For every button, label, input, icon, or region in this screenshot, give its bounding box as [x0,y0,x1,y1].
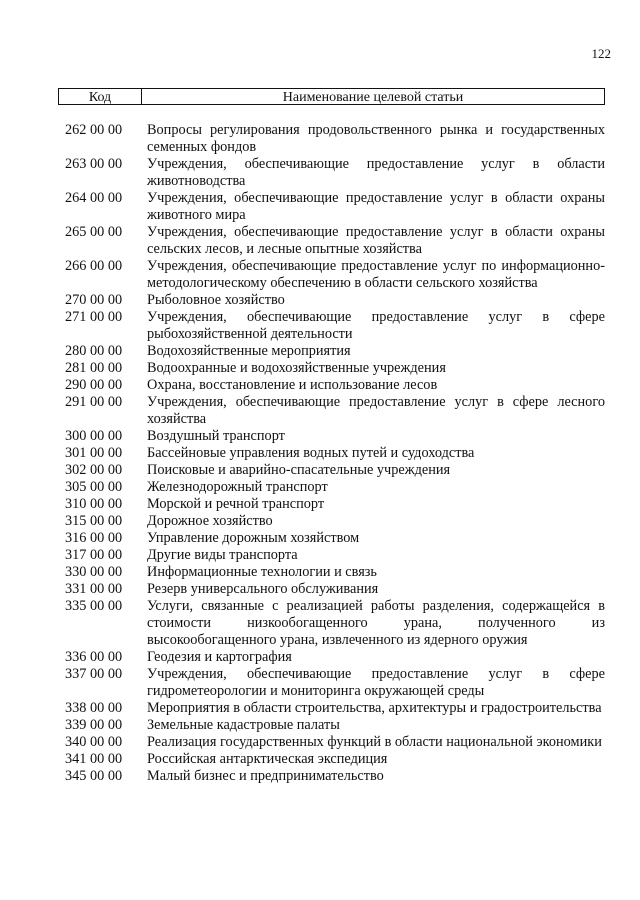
row-name: Мероприятия в области строительства, архитектуры и градостроительства [147,700,602,716]
row-name: Малый бизнес и предпринимательство [147,768,384,784]
row-name: Земельные кадастровые палаты [147,717,340,733]
table-row [65,564,605,581]
row-name: Рыболовное хозяйство [147,292,285,308]
row-code: 339 00 00 [65,717,123,733]
table-row [65,751,605,768]
row-code: 330 00 00 [65,564,123,580]
row-name: Воздушный транспорт [147,428,285,444]
table-row [65,309,605,343]
row-code: 316 00 00 [65,530,123,546]
row-code: 271 00 00 [65,309,123,325]
row-name: Услуги, связанные с реализацией работы разделения, содержащейся в стоимости низкообогащенного урана, полученного из высокообогащенного урана, извлеченного из ядерного оружия [147,598,605,648]
row-code: 302 00 00 [65,462,123,478]
table-row [65,717,605,734]
row-name: Российская антарктическая экспедиция [147,751,388,767]
row-name: Информационные технологии и связь [147,564,377,580]
row-name: Другие виды транспорта [147,547,298,563]
table-row [65,547,605,564]
table-row [65,258,605,292]
row-code: 281 00 00 [65,360,123,376]
row-code: 264 00 00 [65,190,123,206]
table-row [65,462,605,479]
table-row [65,700,605,717]
row-name: Геодезия и картография [147,649,292,665]
row-name: Резерв универсального обслуживания [147,581,379,597]
table-row [65,122,605,156]
table-row [65,224,605,258]
table-row [65,428,605,445]
table-row [65,445,605,462]
table-row [65,360,605,377]
row-code: 337 00 00 [65,666,123,682]
row-code: 263 00 00 [65,156,123,172]
row-name: Морской и речной транспорт [147,496,325,512]
row-code: 317 00 00 [65,547,123,563]
row-name: Учреждения, обеспечивающие предоставление услуг в сфере лесного хозяйства [147,394,605,427]
row-code: 336 00 00 [65,649,123,665]
row-name: Управление дорожным хозяйством [147,530,360,546]
row-name: Учреждения, обеспечивающие предоставление услуг в области животноводства [147,156,605,189]
row-name: Учреждения, обеспечивающие предоставление услуг по информационно-методологическому обеспечению в области сельского хозяйства [147,258,605,291]
row-code: 266 00 00 [65,258,123,274]
table-row [65,598,605,649]
page-number: 122 [591,46,611,61]
table-row [65,666,605,700]
table-row [65,190,605,224]
row-name: Бассейновые управления водных путей и судоходства [147,445,475,461]
row-name: Вопросы регулирования продовольственного рынка и государственных семенных фондов [147,122,605,155]
row-code: 300 00 00 [65,428,123,444]
row-code: 301 00 00 [65,445,123,461]
row-code: 310 00 00 [65,496,123,512]
table-row [65,156,605,190]
table-row [65,394,605,428]
row-code: 262 00 00 [65,122,123,138]
row-code: 315 00 00 [65,513,123,529]
table-row [65,479,605,496]
row-name: Водоохранные и водохозяйственные учреждения [147,360,446,376]
row-name: Реализация государственных функций в области национальной экономики [147,734,602,750]
table-row [65,292,605,309]
row-code: 280 00 00 [65,343,123,359]
row-code: 341 00 00 [65,751,123,767]
table-row [65,343,605,360]
row-name: Железнодорожный транспорт [147,479,328,495]
row-code: 290 00 00 [65,377,123,393]
table-row [65,496,605,513]
table-row [65,377,605,394]
row-code: 331 00 00 [65,581,123,597]
classification-list [65,122,605,785]
header-name: Наименование целевой статьи [282,90,464,105]
row-code: 335 00 00 [65,598,123,614]
row-code: 338 00 00 [65,700,123,716]
table-row [65,649,605,666]
row-code: 305 00 00 [65,479,123,495]
row-name: Поисковые и аварийно-спасательные учреждения [147,462,451,478]
row-code: 270 00 00 [65,292,123,308]
header-code: Код [59,89,142,104]
row-name: Учреждения, обеспечивающие предоставление услуг в сфере рыбохозяйственной деятельности [147,309,605,342]
row-code: 340 00 00 [65,734,123,750]
row-name: Дорожное хозяйство [147,513,273,529]
row-name: Охрана, восстановление и использование лесов [147,377,438,393]
row-code: 345 00 00 [65,768,123,784]
row-name: Учреждения, обеспечивающие предоставление услуг в области охраны сельских лесов, и лесные опытные хозяйства [147,224,605,257]
row-name: Учреждения, обеспечивающие предоставление услуг в области охраны животного мира [147,190,605,223]
table-row [65,581,605,598]
table-row [65,734,605,751]
row-code: 291 00 00 [65,394,123,410]
table-row [65,530,605,547]
table-row [65,768,605,785]
row-name: Учреждения, обеспечивающие предоставление услуг в сфере гидрометеорологии и мониторинга окружающей среды [147,666,605,699]
table-row [65,513,605,530]
table-header [58,88,605,105]
row-name: Водохозяйственные мероприятия [147,343,351,359]
row-code: 265 00 00 [65,224,123,240]
